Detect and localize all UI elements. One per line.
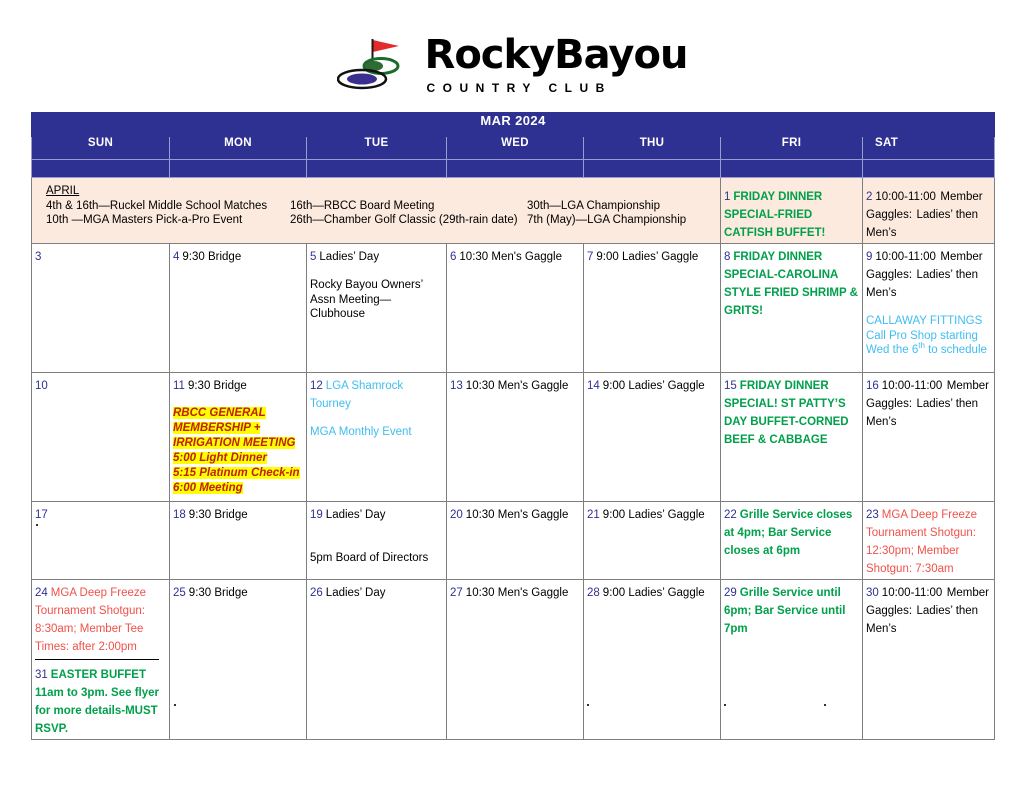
event-text: Member Gaggles:	[866, 251, 983, 281]
event-text: 9:00 Ladies’ Gaggle	[602, 587, 705, 599]
day-cell-16[interactable]	[863, 373, 995, 502]
stray-mark	[724, 704, 726, 706]
event-text: Ladies’ Day	[319, 251, 380, 263]
april-note-line: 10th —MGA Masters Pick-a-Pro Event	[46, 214, 243, 226]
event-text: Rocky Bayou Owners’ Assn Meeting—Clubhouse	[310, 279, 423, 320]
day-number: 13	[450, 380, 463, 392]
april-notes-col-3	[527, 184, 686, 228]
event-text: Wed the 6th to schedule	[866, 341, 987, 356]
event-text: 10:30 Men's Gaggle	[465, 509, 569, 521]
event-text: Member Gaggles:	[866, 380, 989, 410]
event-text: 10:30 Men's Gaggle	[465, 380, 569, 392]
day-number: 30	[866, 587, 879, 599]
day-cell-11[interactable]	[170, 373, 307, 502]
day-cell-23[interactable]	[863, 502, 995, 580]
day-cell-30[interactable]	[863, 580, 995, 740]
event-text: 5:15 Platinum Check-in	[173, 467, 300, 479]
event-text: FRIDAY DINNER SPECIAL! ST PATTY’S DAY BUFFET-CORNED BEEF & CABBAGE	[724, 380, 849, 446]
day-header-sat: SAT	[863, 137, 995, 160]
week-row-1	[32, 178, 995, 244]
event-text: Ladies’ Day	[325, 509, 386, 521]
event-text: 9:30 Bridge	[188, 587, 248, 599]
day-header-thu: THU	[584, 137, 721, 160]
event-text: FRIDAY DINNER SPECIAL-FRIED CATFISH BUFFET!	[724, 191, 826, 239]
event-text: Ladies’ then Men’s	[866, 269, 979, 299]
april-note-line: 4th & 16th—Ruckel Middle School Matches	[46, 199, 268, 212]
stray-mark	[824, 704, 826, 706]
event-text: Grille Service closes at 4pm; Bar Service closes at 6pm	[724, 509, 853, 557]
event-text: Ladies’ then Men’s	[866, 605, 979, 635]
event-text: 5:00 Light Dinner	[173, 452, 267, 464]
day-number: 16	[866, 380, 879, 392]
april-notes-cell	[32, 178, 721, 244]
event-text: Member Gaggles:	[866, 191, 983, 221]
day-cell-3[interactable]	[32, 244, 170, 373]
day-number: 20	[450, 509, 463, 521]
day-number: 14	[587, 380, 600, 392]
calendar-title-row	[32, 113, 995, 137]
event-text: LGA Shamrock Tourney	[310, 380, 404, 410]
day-header-mon: MON	[170, 137, 307, 160]
logo-subtitle: COUNTRY CLUB	[426, 80, 612, 95]
day-number: 25	[173, 587, 186, 599]
event-text: 9:00 Ladies’ Gaggle	[602, 380, 705, 392]
day-cell-2[interactable]	[863, 178, 995, 244]
header-spacer-row	[32, 160, 995, 178]
day-cell-22[interactable]	[721, 502, 863, 580]
event-text: 10:00-11:00	[875, 251, 936, 263]
week-row-2	[32, 244, 995, 373]
day-cell-12[interactable]	[307, 373, 447, 502]
day-number: 31	[35, 669, 48, 681]
event-text: MGA Deep Freeze Tournament Shotgun: 12:30pm; Member Shotgun: 7:30am	[866, 509, 978, 575]
stray-mark	[587, 704, 589, 706]
event-text: Call Pro Shop starting	[866, 329, 978, 342]
week-row-4	[32, 502, 995, 580]
day-cell-17[interactable]	[32, 502, 170, 580]
day-cell-8[interactable]	[721, 244, 863, 373]
day-number: 23	[866, 509, 879, 521]
day-number: 21	[587, 509, 600, 521]
day-cell-24[interactable]	[32, 580, 170, 740]
day-number: 18	[173, 509, 186, 521]
day-cell-10[interactable]	[32, 373, 170, 502]
header-spacer-cell	[721, 160, 863, 178]
event-text: MGA Monthly Event	[310, 426, 412, 438]
event-text: Ladies’ then Men’s	[866, 209, 979, 239]
day-header-fri: FRI	[721, 137, 863, 160]
day-header-tue: TUE	[307, 137, 447, 160]
day-number: 12	[310, 380, 323, 392]
day-cell-7[interactable]	[584, 244, 721, 373]
day-cell-26[interactable]	[307, 580, 447, 740]
day-number: 1	[724, 191, 731, 203]
day-number: 8	[724, 251, 731, 263]
day-cell-14[interactable]	[584, 373, 721, 502]
day-number: 24	[35, 587, 48, 599]
header-spacer-cell	[584, 160, 721, 178]
day-cell-13[interactable]	[447, 373, 584, 502]
day-cell-27[interactable]	[447, 580, 584, 740]
event-text: 10:30 Men's Gaggle	[465, 587, 569, 599]
april-note-line: 7th (May)—LGA Championship	[527, 214, 687, 226]
day-header-sun: SUN	[32, 137, 170, 160]
page-title: MAR 2024	[32, 113, 995, 137]
day-cell-1[interactable]	[721, 178, 863, 244]
golf-flag-green-logo-mark	[337, 35, 419, 93]
event-text: 6:00 Meeting	[173, 482, 243, 494]
header-spacer-cell	[170, 160, 307, 178]
day-number: 7	[587, 251, 594, 263]
day-number: 2	[866, 191, 873, 203]
day-number: 4	[173, 251, 180, 263]
event-text: 10:00-11:00	[881, 587, 943, 599]
week-row-3	[32, 373, 995, 502]
event-text: FRIDAY DINNER SPECIAL-CAROLINA STYLE FRIED SHRIMP & GRITS!	[724, 251, 858, 317]
day-cell-20[interactable]	[447, 502, 584, 580]
month-calendar	[31, 112, 995, 740]
event-text: RBCC GENERAL	[173, 407, 266, 419]
day-number: 3	[35, 251, 42, 263]
event-text: 5pm Board of Directors	[310, 552, 429, 564]
header-spacer-cell	[863, 160, 995, 178]
event-text: 9:00 Ladies’ Gaggle	[596, 251, 699, 263]
day-header-row	[32, 137, 995, 160]
event-text: MEMBERSHIP +	[173, 422, 261, 434]
event-text: Member Gaggles:	[866, 587, 989, 617]
event-text: Ladies’ then Men’s	[866, 398, 979, 428]
day-number: 27	[450, 587, 463, 599]
cell-divider	[35, 659, 159, 660]
april-notes-heading: APRIL	[46, 185, 80, 197]
april-note-line: 30th—LGA Championship	[527, 199, 660, 212]
event-text: Grille Service until 6pm; Bar Service until 7pm	[724, 587, 846, 635]
day-cell-18[interactable]	[170, 502, 307, 580]
day-cell-5[interactable]	[307, 244, 447, 373]
header-spacer-cell	[32, 160, 170, 178]
event-text: 10:00-11:00	[875, 191, 936, 203]
stray-mark	[36, 524, 38, 526]
day-number: 15	[724, 380, 737, 392]
day-number: 10	[35, 380, 48, 392]
day-cell-15[interactable]	[721, 373, 863, 502]
event-text: Ladies’ Day	[325, 587, 386, 599]
april-notes-col-1	[46, 184, 267, 228]
week-row-5	[32, 580, 995, 740]
event-text: IRRIGATION MEETING	[173, 437, 296, 449]
april-notes-col-2	[290, 184, 518, 228]
header-spacer-cell	[447, 160, 584, 178]
day-number: 11	[173, 380, 185, 392]
day-number: 28	[587, 587, 600, 599]
event-text: 9:30 Bridge	[182, 251, 242, 263]
day-cell-25[interactable]	[170, 580, 307, 740]
day-number: 19	[310, 509, 323, 521]
day-number: 5	[310, 251, 317, 263]
logo-title: RockyBayou	[424, 31, 688, 78]
day-number: 17	[35, 509, 48, 521]
header-spacer-cell	[307, 160, 447, 178]
day-cell-21[interactable]	[584, 502, 721, 580]
event-text: 10:00-11:00	[881, 380, 943, 392]
event-text: EASTER BUFFET 11am to 3pm. See flyer for more details-MUST RSVP.	[35, 669, 160, 735]
club-logo	[0, 30, 1024, 98]
event-text: CALLAWAY FITTINGS	[866, 315, 983, 327]
day-cell-4[interactable]	[170, 244, 307, 373]
event-text: MGA Deep Freeze Tournament Shotgun: 8:30am; Member Tee Times: after 2:00pm	[35, 587, 147, 653]
day-cell-9[interactable]	[863, 244, 995, 373]
highlighted-event	[173, 406, 302, 496]
day-header-wed: WED	[447, 137, 584, 160]
day-cell-19[interactable]	[307, 502, 447, 580]
event-text: 10:30 Men's Gaggle	[459, 251, 562, 263]
day-number: 22	[724, 509, 737, 521]
stray-mark	[174, 704, 176, 706]
event-text: 9:30 Bridge	[188, 509, 248, 521]
day-number: 29	[724, 587, 737, 599]
day-cell-29[interactable]	[721, 580, 863, 740]
ordinal-suffix: th	[918, 341, 925, 351]
event-text: 9:00 Ladies’ Gaggle	[602, 509, 705, 521]
day-cell-6[interactable]	[447, 244, 584, 373]
april-note-line: 26th—Chamber Golf Classic (29th-rain date)	[290, 214, 518, 226]
day-number: 9	[866, 251, 873, 263]
april-note-line: 16th—RBCC Board Meeting	[290, 199, 435, 212]
day-number: 6	[450, 251, 457, 263]
day-number: 26	[310, 587, 323, 599]
day-cell-28[interactable]	[584, 580, 721, 740]
event-text: 9:30 Bridge	[187, 380, 247, 392]
